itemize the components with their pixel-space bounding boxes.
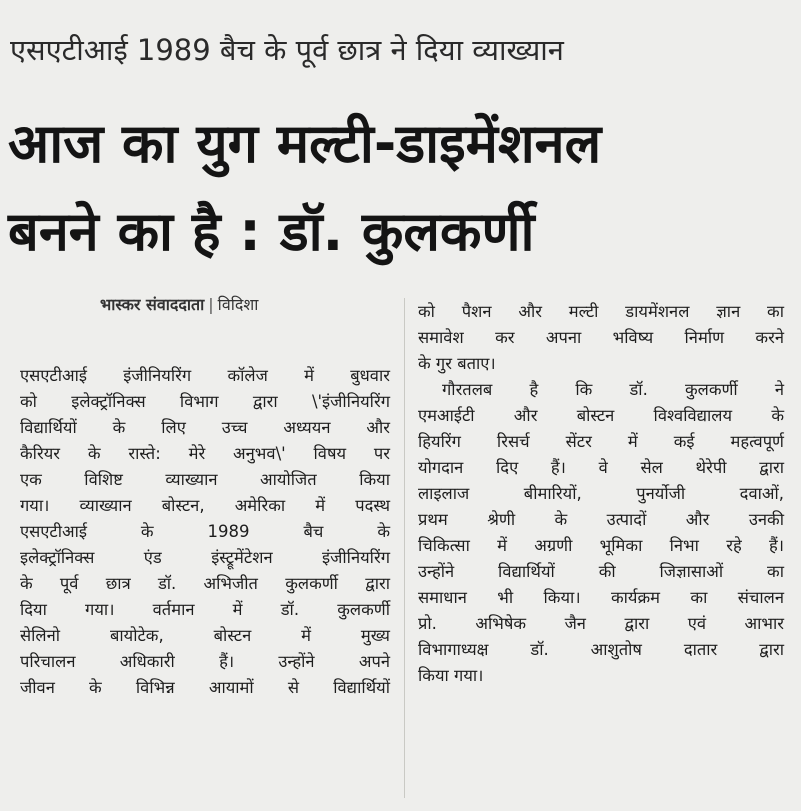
column-divider	[404, 298, 405, 798]
byline-location: विदिशा	[217, 295, 259, 314]
body-line: सेलिनो बायोटेक, बोस्टन में मुख्य	[20, 626, 390, 645]
body-line: विभागाध्यक्ष डॉ. आशुतोष दातार द्वारा	[418, 640, 784, 659]
body-line: विद्यार्थियों के लिए उच्च अध्ययन और	[20, 418, 390, 437]
headline-line-2: बनने का है : डॉ. कुलकर्णी	[8, 200, 535, 263]
body-line: को इलेक्ट्रॉनिक्स विभाग द्वारा \'इंजीनियरिंग	[20, 392, 390, 411]
body-line: योगदान दिए हैं। वे सेल थेरेपी द्वारा	[418, 458, 784, 477]
body-line: किया गया।	[418, 666, 484, 685]
body-line: परिचालन अधिकारी हैं। उन्होंने अपने	[20, 652, 390, 671]
body-line: कैरियर के रास्ते: मेरे अनुभव\' विषय पर	[20, 444, 390, 463]
body-line: जीवन के विभिन्न आयामों से विद्यार्थियों	[20, 678, 390, 697]
body-line: चिकित्सा में अग्रणी भूमिका निभा रहे हैं।	[418, 536, 784, 555]
body-line: लाइलाज बीमारियों, पुनर्योजी दवाओं,	[418, 484, 784, 503]
body-line: हियरिंग रिसर्च सेंटर में कई महत्वपूर्ण	[418, 432, 784, 451]
article-body-right-column	[418, 299, 784, 689]
body-line: के गुर बताए।	[418, 354, 496, 373]
body-line: दिया गया। वर्तमान में डॉ. कुलकर्णी	[20, 600, 390, 619]
body-line: एक विशिष्ट व्याख्यान आयोजित किया	[20, 470, 390, 489]
body-line: गया। व्याख्यान बोस्टन, अमेरिका में पदस्थ	[20, 496, 390, 515]
body-line: प्रथम श्रेणी के उत्पादों और उनकी	[418, 510, 784, 529]
body-line: इलेक्ट्रॉनिक्स एंड इंस्ट्रूमेंटेशन इंजीनियरिंग	[20, 548, 390, 567]
body-line: एसएटीआई के 1989 बैच के	[20, 522, 390, 541]
kicker-subheadline: एसएटीआई 1989 बैच के पूर्व छात्र ने दिया व्याख्यान	[10, 33, 564, 67]
body-line: समावेश कर अपना भविष्य निर्माण करने	[418, 328, 784, 347]
body-line: के पूर्व छात्र डॉ. अभिजीत कुलकर्णी द्वारा	[20, 574, 390, 593]
byline	[100, 294, 258, 316]
byline-credit: भास्कर संवाददाता	[100, 295, 205, 314]
body-line: उन्होंने विद्यार्थियों की जिज्ञासाओं का	[418, 562, 784, 581]
body-line: एमआईटी और बोस्टन विश्वविद्यालय के	[418, 406, 784, 425]
body-line: को पैशन और मल्टी डायमेंशनल ज्ञान का	[418, 302, 784, 321]
article-body-left-column	[20, 363, 390, 701]
headline-line-1: आज का युग मल्टी-डाइमेंशनल	[8, 112, 602, 175]
body-line: गौरतलब है कि डॉ. कुलकर्णी ने	[442, 380, 784, 399]
body-line: प्रो. अभिषेक जैन द्वारा एवं आभार	[418, 614, 784, 633]
headline	[8, 100, 601, 276]
body-line: समाधान भी किया। कार्यक्रम का संचालन	[418, 588, 784, 607]
body-line: एसएटीआई इंजीनियरिंग कॉलेज में बुधवार	[20, 366, 390, 385]
byline-separator: |	[208, 295, 214, 314]
